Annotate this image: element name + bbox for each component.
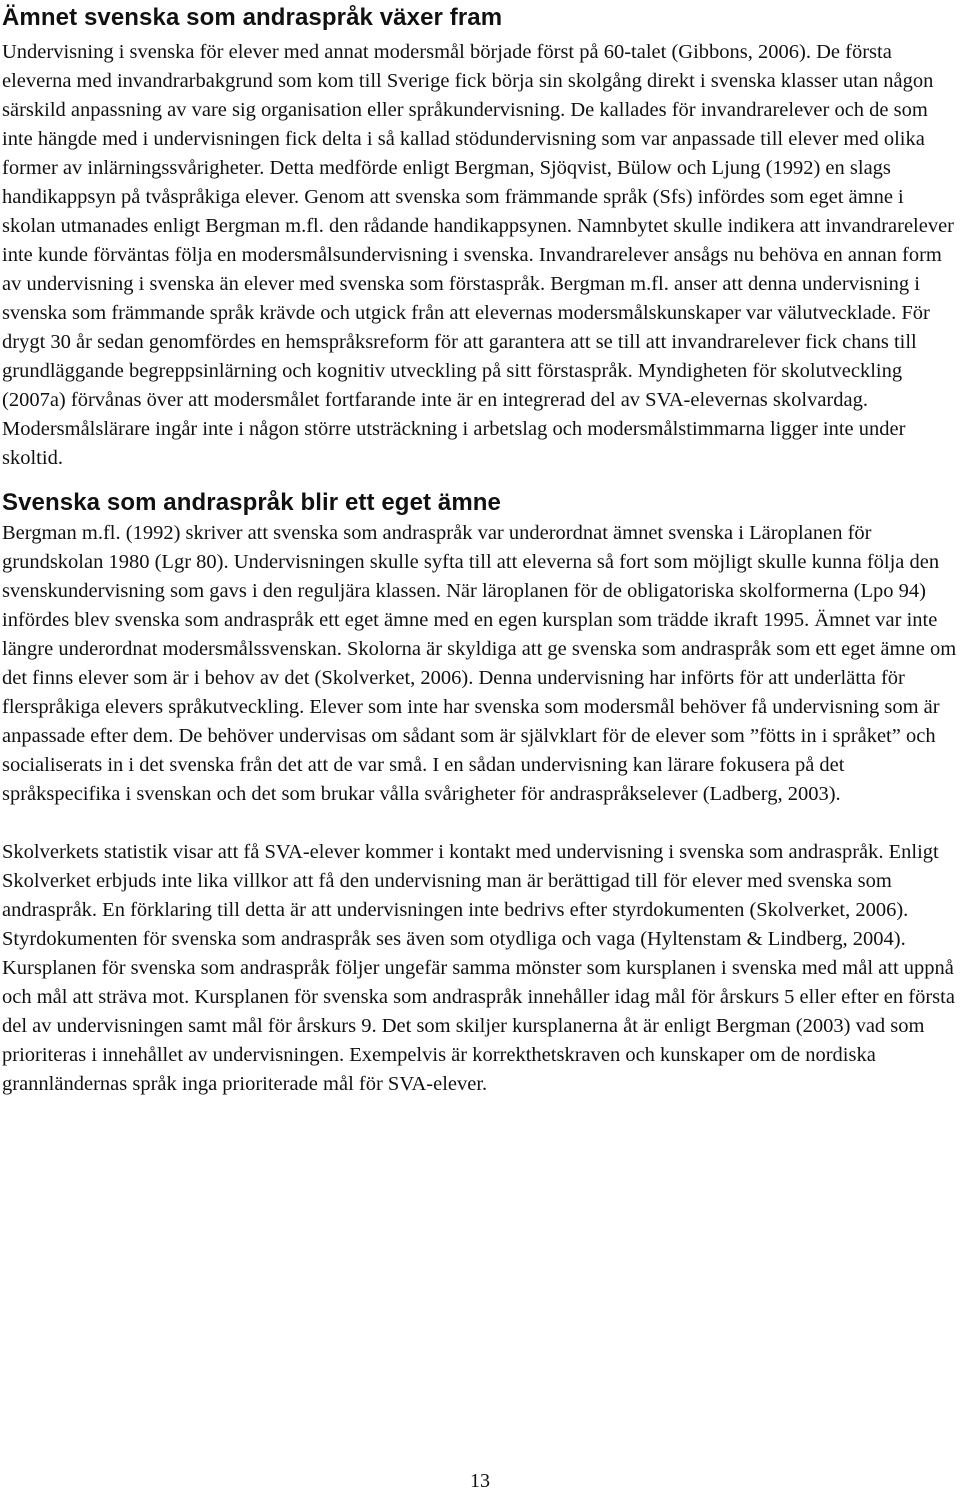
body-paragraph: Bergman m.fl. (1992) skriver att svenska som andraspråk var underordnat ämnet svenska i Läroplanen för grundskolan 1980 (Lgr 80). Undervisningen skulle syfta till att eleverna så fort som möjligt skulle kunna följa den svenskundervisning som gavs i den reguljära klassen. När läroplanen för de obligatoriska skolformerna (Lpo 94) infördes blev svenska som andraspråk ett eget ämne med en egen kursplan som trädde ikraft 1995. Ämnet var inte längre underordnat modersmålssvenskan. Skolorna är skyldiga att ge svenska som andraspråk som ett eget ämne om det finns elever som är i behov av det (Skolverket, 2006). Denna undervisning har införts för att underlätta för flerspråkiga elevers språkutveckling. Elever som inte har svenska som modersmål behöver få undervisning som är anpassade efter dem. De behöver undervisas om sådant som är självklart för de elever som ”fötts in i språket” och socialiserats in i det svenska från det att de var små. I en sådan undervisning kan lärare fokusera på det språkspecifika i svenskan och det som brukar vålla svårigheter för andraspråkselever (Ladberg, 2003). <box>2 522 957 805</box>
body-paragraph: Undervisning i svenska för elever med annat modersmål började först på 60-talet (Gibbons, 2006). De första eleverna med invandrarbakgrund som kom till Sverige fick börja sin skolgång direkt i svenska klasser utan någon särskild anpassning av vare sig organisation eller språkundervisning. De kallades för invandrarelever och de som inte hängde med i undervisningen fick delta i så kallad stödundervisning som var anpassade till elever med olika former av inlärningssvårigheter. Detta medförde enligt Bergman, Sjöqvist, Bülow och Ljung (1992) en slags handikappsyn på tvåspråkiga elever. Genom att svenska som främmande språk (Sfs) infördes som eget ämne i skolan utmanades enligt Bergman m.fl. den rådande handikappsynen. Namnbytet skulle indikera att invandrarelever inte kunde förväntas följa en modersmålsundervisning i svenska. Invandrarelever ansågs nu behöva en annan form av undervisning i svenska än elever med svenska som förstaspråk. Bergman m.fl. anser att denna undervisning i svenska som främmande språk krävde och utgick från att elevernas modersmålskunskaper var välutvecklade. För drygt 30 år sedan genomfördes en hemspråksreform för att garantera att se till att invandrarelever fick chans till grundläggande begreppsinlärning och kognitiv utveckling på sitt förstaspråk. Myndigheten för skolutveckling (2007a) förvånas över att modersmålet fortfarande inte är en integrerad del av SVA-elevernas skolvardag. Modersmålslärare ingår inte i någon större utsträckning i arbetslag och modersmålstimmarna ligger inte under skoltid. <box>2 41 955 469</box>
section-heading: Svenska som andraspråk blir ett eget ämne <box>2 489 501 516</box>
body-paragraph: Skolverkets statistik visar att få SVA-elever kommer i kontakt med undervisning i svenska som andraspråk. Enligt Skolverket erbjuds inte lika villkor att få den undervisning man är berättigad till för elever med svenska som andraspråk. En förklaring till detta är att undervisningen inte bedrivs efter styrdokumenten (Skolverket, 2006). Styrdokumenten för svenska som andraspråk ses även som otydliga och vaga (Hyltenstam & Lindberg, 2004). Kursplanen för svenska som andraspråk följer ungefär samma mönster som kursplanen i svenska med mål att uppnå och mål att sträva mot. Kursplanen för svenska som andraspråk innehåller idag mål för årskurs 5 eller efter en första del av undervisningen samt mål för årskurs 9. Det som skiljer kursplanerna åt är enligt Bergman (2003) vad som prioriteras i innehållet av undervisningen. Exempelvis är korrekthetskraven och kunskaper om de nordiska grannländernas språk inga prioriterade mål för SVA-elever. <box>2 841 955 1095</box>
page-number: 13 <box>470 1470 490 1492</box>
section-heading: Ämnet svenska som andraspråk växer fram <box>2 4 503 31</box>
